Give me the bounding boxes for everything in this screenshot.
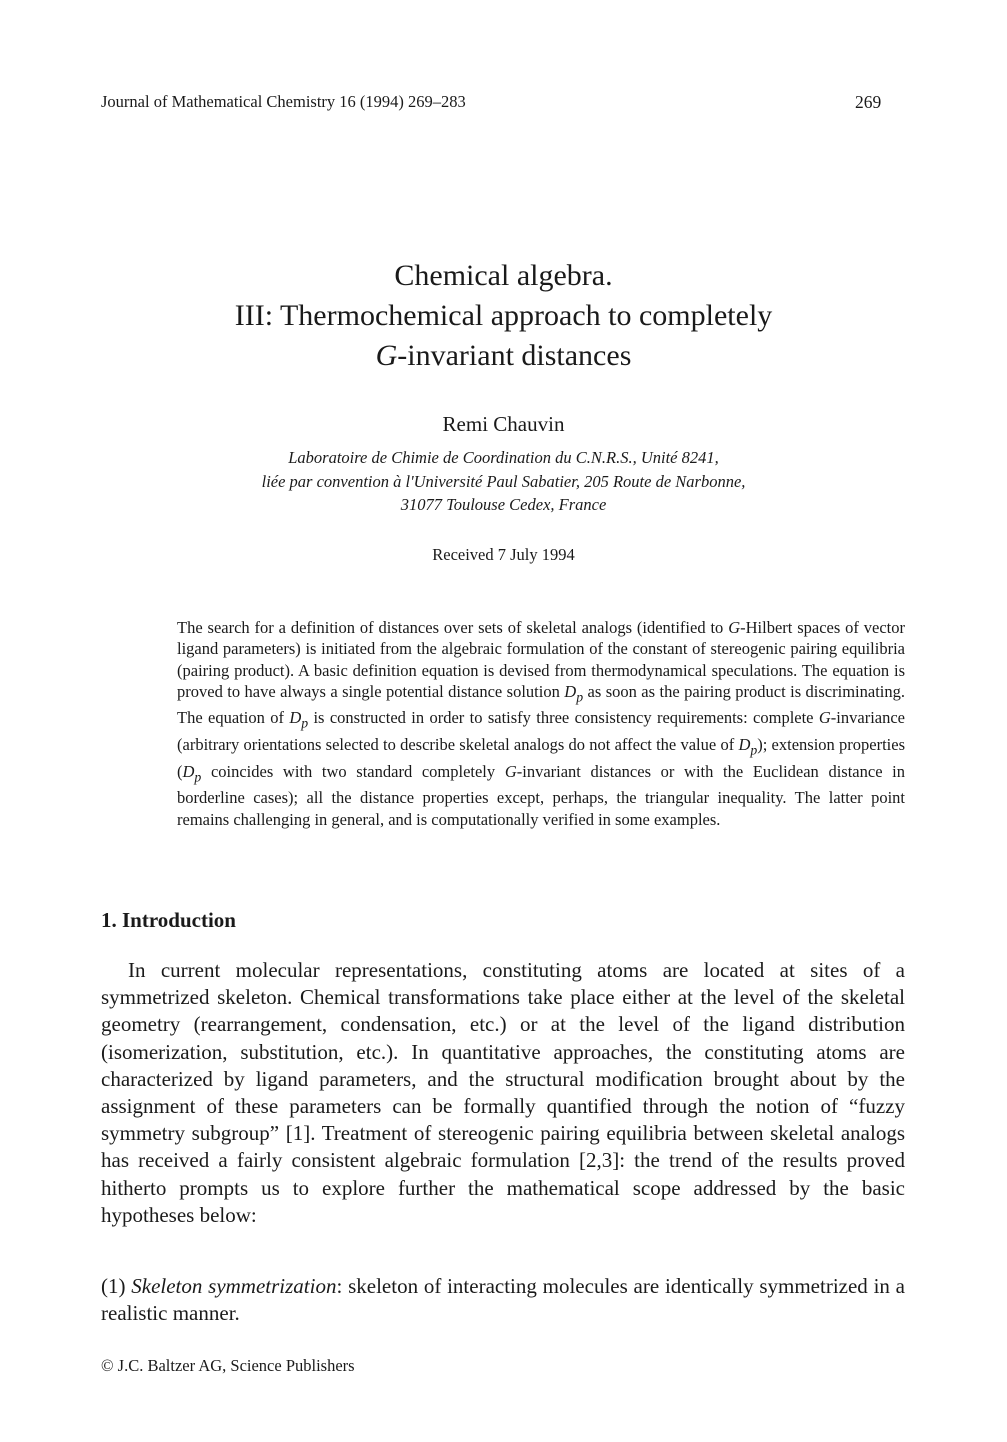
title-line-3 xyxy=(0,336,1007,376)
author-name: Remi Chauvin xyxy=(442,412,565,436)
affiliation-line-2: liée par convention à l'Université Paul Sabatier, 205 Route de Narbonne, xyxy=(261,471,746,491)
affiliation-line-1: Laboratoire de Chimie de Coordination du C.N.R.S., Unité 8241, xyxy=(288,448,719,467)
abstract-subscript: p xyxy=(301,715,309,731)
abstract xyxy=(177,617,905,830)
abstract-text: The search for a definition of distances over sets of skeletal analogs (identified to xyxy=(177,618,729,637)
affiliation xyxy=(0,446,1007,517)
title-line-1: Chemical algebra. xyxy=(394,259,613,292)
abstract-subscript: p xyxy=(750,742,758,758)
affiliation-line-3: 31077 Toulouse Cedex, France xyxy=(400,495,607,514)
abstract-text: ); extension properties ( xyxy=(177,735,905,781)
page-number: 269 xyxy=(855,92,882,112)
title-line-2: III: Thermochemical approach to completely xyxy=(234,299,773,332)
paper-title xyxy=(0,256,1007,376)
received-date: Received 7 July 1994 xyxy=(432,545,575,564)
abstract-subscript: p xyxy=(194,768,202,784)
abstract-symbol: G xyxy=(504,761,517,781)
abstract-text: is constructed in order to satisfy three consistency requirements: complete xyxy=(308,708,819,728)
abstract-text: -invariant distances or with the Euclidean distance in borderline cases); all the distance properties except, perhaps, the triangular inequality. The latter point remains challenging in general, and is computationally verified in some examples. xyxy=(177,761,906,829)
abstract-text: -Hilbert spaces of vector ligand parameters) is initiated from the algebraic formulation of the constant of stereogenic pairing equilibria (pairing product). A basic definition equation is devised from thermodynamical speculations. The equation is proved to have always a single potential distance solution xyxy=(177,618,906,701)
title-g-symbol: G xyxy=(375,339,398,372)
abstract-symbol: D xyxy=(564,681,577,701)
title-line-3-text: -invariant distances xyxy=(397,339,632,372)
abstract-symbol: G xyxy=(728,618,741,637)
abstract-text: coincides with two standard completely xyxy=(201,761,505,781)
journal-header: Journal of Mathematical Chemistry 16 (1994) 269–283 xyxy=(101,92,466,111)
section-heading: 1. Introduction xyxy=(101,908,236,932)
abstract-text: -invariance (arbitrary orientations selected to describe skeletal analogs do not affect the value of xyxy=(177,708,905,755)
item-text: : skeleton of interacting molecules are identically symmetrized in a realistic manner. xyxy=(101,1274,905,1325)
intro-paragraph: In current molecular representations, constituting atoms are located at sites of a symmetrized skeleton. Chemical transformations take place either at the level of the skeletal geometry (rearrangement, condensation, etc.) or at the level of the ligand distribution (isomerization, substitution, etc.). In quantitative approaches, the constituting atoms are characterized by ligand parameters, and the structural modification brought about by the assignment of these parameters can be formally quantified through the notion of “fuzzy symmetry subgroup” [1]. Treatment of stereogenic pairing equilibria between skeletal analogs has received a fairly consistent algebraic formulation [2,3]: the trend of the results proved hitherto prompts us to explore further the mathematical scope addressed by the basic hypotheses below: xyxy=(101,958,905,1227)
abstract-symbol: D xyxy=(738,735,751,755)
item-number: (1) xyxy=(101,1274,132,1298)
abstract-symbol: D xyxy=(182,761,195,781)
abstract-subscript: p xyxy=(576,689,584,705)
hypothesis-item-1 xyxy=(101,1273,905,1327)
abstract-symbol: G xyxy=(818,708,831,728)
abstract-text: as soon as the pairing product is discriminating. The equation of xyxy=(177,681,905,728)
copyright-footer: © J.C. Baltzer AG, Science Publishers xyxy=(101,1356,355,1375)
item-label: Skeleton symmetrization xyxy=(131,1274,337,1298)
abstract-symbol: D xyxy=(289,708,302,728)
